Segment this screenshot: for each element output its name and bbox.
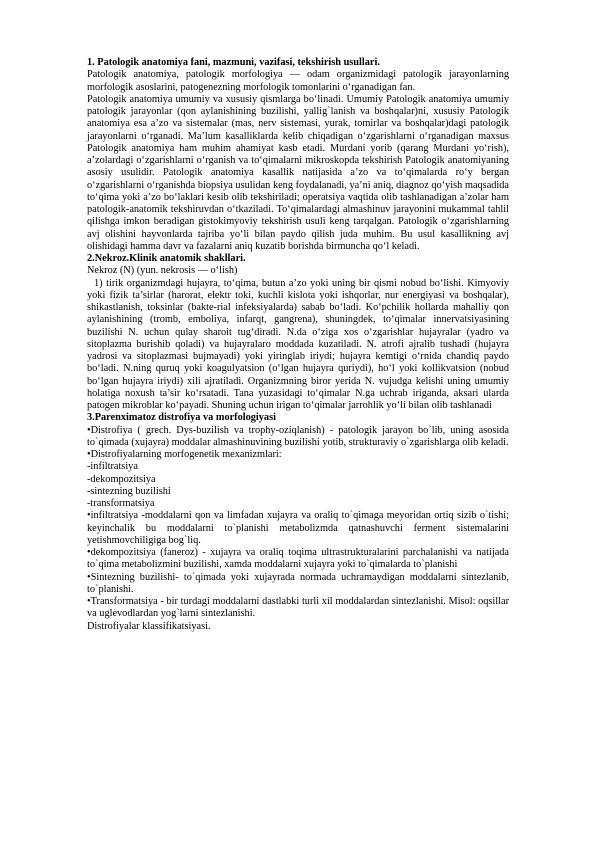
section-1-paragraph-1: Patologik anatomiya, patologik morfologiya — odam organizmidagi patologik jarayonlarning morfologik asoslarini, patogenezning morfologik tomonlarini o‘rganadigan fan. (87, 69, 509, 93)
section-2-heading: 2.Nekroz.Klinik anatomik shakllari. (87, 253, 246, 264)
list-item: -infiltratsiya (87, 461, 138, 473)
section-3-paragraph-4: •dekompozitsiya (faneroz) - xujayra va oraliq toqima ultrastrukturalarini parchalanishi va natijada to`qima metabolizmini buzilishi, xamda moddalarni xujayra yoki to`qimalarda to`planishi (87, 547, 509, 571)
section-1-paragraph-2: Patologik anatomiya umumiy va xususiy qismlarga bo‘linadi. Umumiy Patologik anatomiya umumiy patologik jarayonlar (qon aylanishining buzilishi, yallig`lanish va boshqalar)ni, xususiy Patologik anatomiya esa a’zo va sistemalar (mas, nerv sistemasi, yurak, tomirlar va boshqalar)dagi patologik jarayonlarni o‘rganadi. Ma’lum kasalliklarda kelib chiqadigan o‘zgarishlarni o‘rganadigan maxsus Patologik anatomiya ham muhim ahamiyat kasb etadi. Murdani yorib (qarang Murdani yo‘rish), a’zolardagi o‘zgarishlarni o‘rganish va to‘qimalarni mikroskopda tekshirish Patologik anatomiyaning asosiy usulidir. Patologik anatomiya kasallik natijasida a’zo va to‘qimalarda ro‘y bergan o‘zgarishlarni o‘rganishda biopsiya usulidan keng foydalanadi, ya’ni aniq, diagnoz qo‘yish maqsadida to‘qima yoki a’zo bo‘laklari kesib olib tekshiriladi; operatsiya vaqtida olib tashlanadigan a’zolar ham patologik-anatomik tekshiruvdan o‘tkaziladi. To‘qimalardagi almashinuv jarayonini mukammal tahlil qilishga imkon beradigan gistokimyoviy tekshirish usuli keng tarqalgan. Patologik o‘zgarishlarning avj olishini hayvonlarda tajriba yo‘li bilan paydo qilish juda muhim. Bu usul kasallikning avj olishidagi hamma davr va fazalarni aniq kuzatib borishda birmuncha qo‘l keladi. (87, 93, 509, 252)
section-3-heading: 3.Parenximatoz distrofiya va morfologiyasi (87, 412, 276, 424)
list-item: -sintezning buzilishi (87, 485, 171, 497)
list-item: -dekompozitsiya (87, 473, 156, 485)
section-1-heading: 1. Patologik anatomiya fani, mazmuni, vazifasi, tekshirish usullari. (87, 57, 380, 68)
section-3-paragraph-5: •Sintezning buzilishi- to`qimada yoki xujayrada normada uchramaydigan moddalarni sintezlanib, to`planishi. (87, 571, 509, 595)
section-3-paragraph-6: •Transformatsiya - bir turdagi moddalarni dastlabki turli xil moddalardan sintezlanishi. Misol: oqsillar va uglevodlardan yog`larni sintezlanishi. (87, 596, 509, 620)
section-3-paragraph-1: •Distrofiya ( grech. Dys-buzilish va trophy-oziqlanish) - patologik jarayon bo`lib, uning asosida to`qimada (xujayra) moddalar almashinuvining buzilishi yotib, strukturaviy o`zgarishlarga olib keladi. (87, 424, 509, 448)
section-3-paragraph-3: •infiltratsiya -moddalarni qon va limfadan xujayra va oraliq to`qimaga meyoridan ortiq sizib o`tishi; keyinchalik bu moddalarni to`planishi metabolizmda qatnashuvchi ferment sistemalarini yetishmovchiligiga bog`liq. (87, 510, 509, 546)
section-3-paragraph-2: •Distrofiyalarning morfogenetik mexanizmlari: (87, 449, 282, 460)
section-2-paragraph-2: 1) tirik organizmdagi hujayra, to‘qima, butun a’zo yoki uning bir qismi nobud bo‘lishi. Kimyoviy yoki fizik ta’sirlar (harorat, elektr toki, kuchli kislota yoki ishqorlar, nur energiyasi va boshqalar), shikastlanish, toksinlar (bakte-rial infeksiyalarda) sabab bo‘ladi. Ko‘pchilik hollarda mahalliy qon aylanishining (tromb, emboliya, infarqt, gangrena), shuningdek, to‘qimalar innervatsiyasining buzilishi N. uchun qulay sharoit tug‘diradi. N.da o‘ziga xos o‘zgarishlar hujayralar (yadro va sitoplazma burishib qoladi) va hujayralaro moddada kuzatiladi. N. atrofi ajralib tushadi (hujayra yadrosi va sitoplazmasi bujmayadi) yoki yiringlab iriydi; hujayra kemtigi o‘rnida chandiq paydo bo‘ladi. N.ning quruq yoki koagulyatsion (o‘lgan hujayra quriydi), ho‘l yoki kollikvatsion (nobud bo‘lgan hujayra iriydi) xili ajratiladi. Organizmning biror yerida N. vujudga kelishi uning umumiy holatiga noxush ta’sir ko‘rsatadi. Tana yuzasidagi to‘qimalar N.ga uchrab iriganda, aksari ularda patogen mikroblar ko‘payadi. Shuning uchun irigan to‘qimalar jarrohlik yo‘li bilan olib tashlanadi (87, 277, 509, 411)
section-3-paragraph-7: Distrofiyalar klassifikatsiyasi. (87, 620, 211, 632)
section-2-paragraph-1: Nekroz (N) (yun. nekrosis — o‘lish) (87, 265, 238, 277)
document-page (87, 57, 509, 633)
list-item: -transformatsiya (87, 498, 155, 509)
